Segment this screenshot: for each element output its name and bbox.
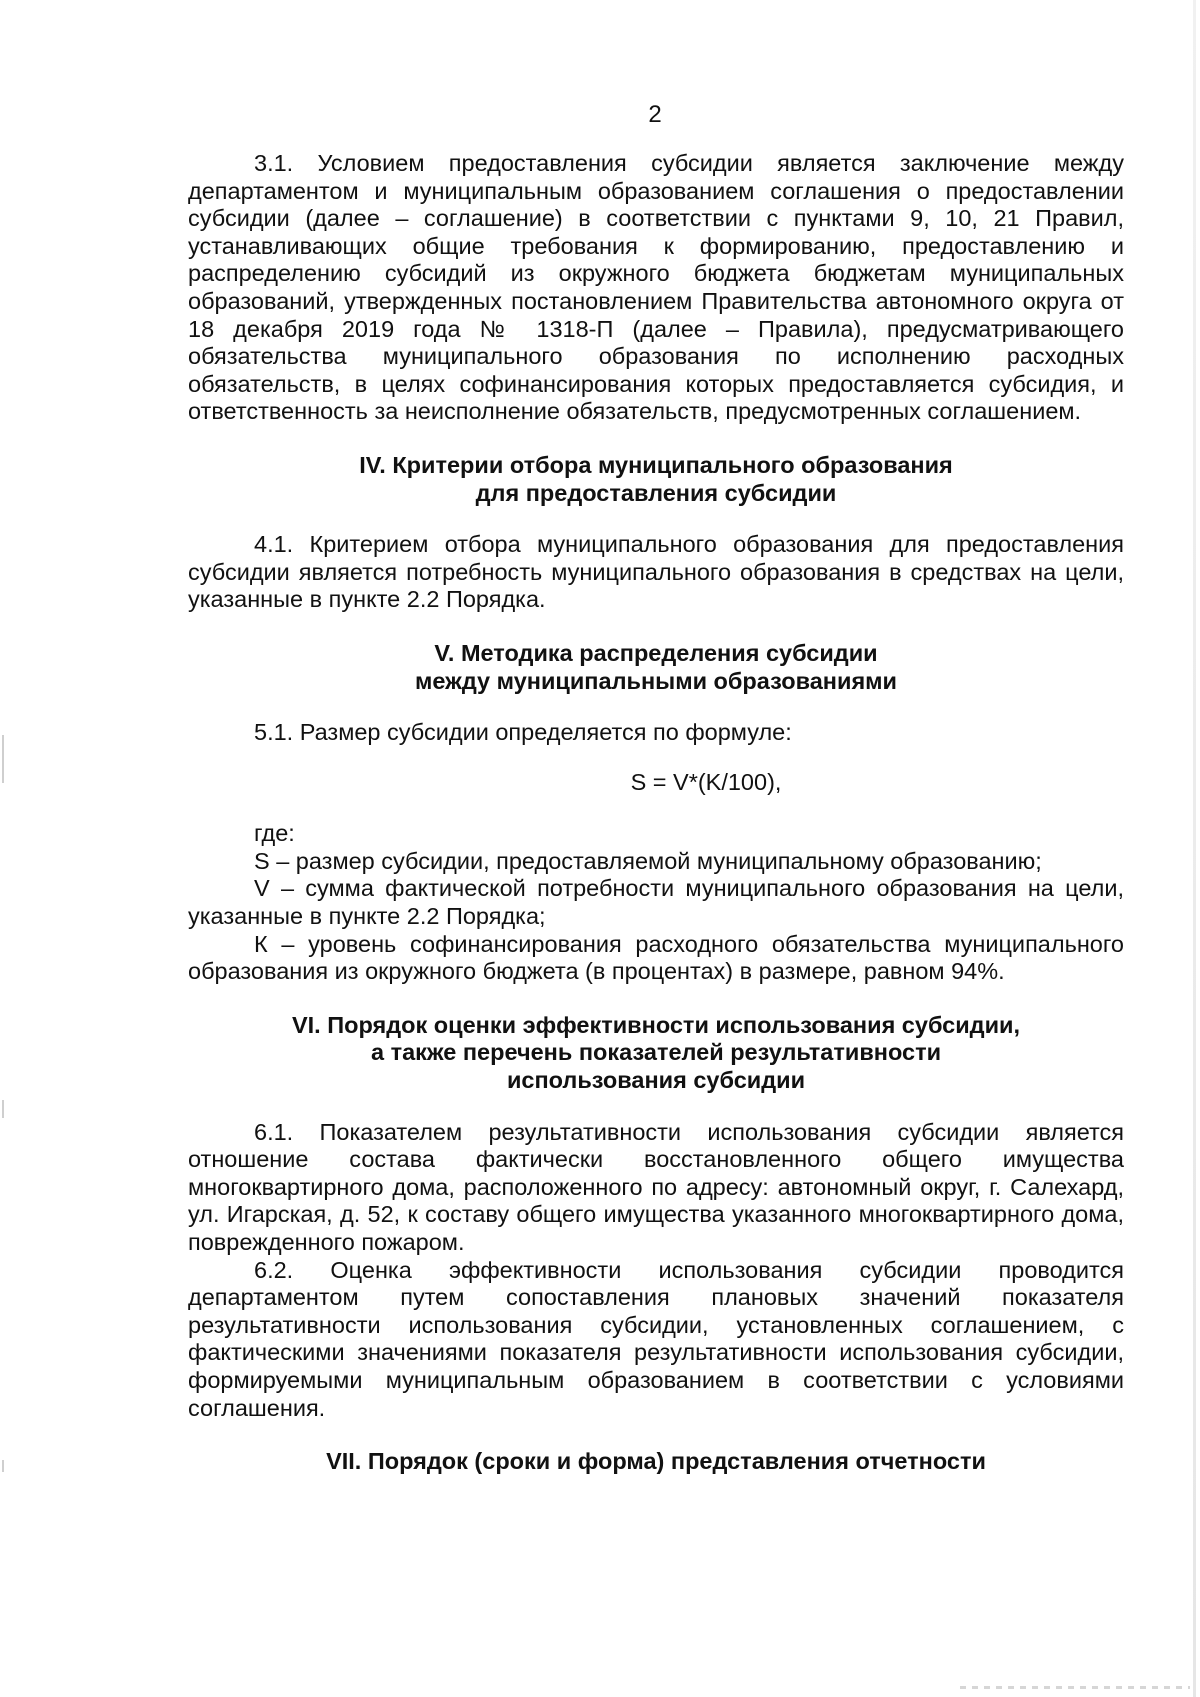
section-heading-7-line1: VII. Порядок (сроки и форма) представления отчетности (326, 1448, 986, 1475)
scan-artifact (2, 1100, 4, 1118)
definition-v: V – сумма фактической потребности муниципального образования на цели, указанные в пункте 2.2 Порядка; (188, 875, 1124, 930)
definition-k: К – уровень софинансирования расходного обязательства муниципального образования из окружного бюджета (в процентах) в размере, равном 94%. (188, 930, 1124, 985)
formula-where: где: (254, 820, 295, 847)
paragraph-3-1: 3.1. Условием предоставления субсидии является заключение между департаментом и муниципальным образованием соглашения о предоставлении субсидии (далее – соглашение) в соответствии с пунктами 9, 10, 21 Правил, устанавливающих общие требования к формированию, предоставлению и распределению субсидий из окружного бюджета бюджетам муниципальных образований, утвержденных постановлением Правительства автономного округа от 18 декабря 2019 года № 1318-П (далее – Правила), предусматривающего обязательства муниципального образования по исполнению расходных обязательств, в целях софинансирования которых предоставляется субсидия, и ответственность за неисполнение обязательств, предусмотренных соглашением. (188, 150, 1124, 425)
section-heading-6-line2: а также перечень показателей результативности (370, 1039, 942, 1066)
section-heading-5-line2: между муниципальными образованиями (415, 667, 897, 694)
section-heading-6-line3: использования субсидии (506, 1067, 806, 1094)
paragraph-4-1: 4.1. Критерием отбора муниципального образования для предоставления субсидии является потребность муниципального образования в средствах на цели, указанные в пункте 2.2 Порядка. (188, 531, 1124, 613)
section-heading-6-line1: VI. Порядок оценки эффективности использования субсидии, (291, 1011, 1021, 1038)
section-heading-4-line2: для предоставления субсидии (475, 479, 837, 506)
paragraph-5-1: 5.1. Размер субсидии определяется по формуле: (254, 719, 792, 746)
section-heading-5-line1: V. Методика распределения субсидии (434, 639, 878, 666)
page-number: 2 (648, 101, 662, 128)
section-heading-7 (188, 1448, 1124, 1476)
section-heading-4-line1: IV. Критерии отбора муниципального образования (359, 451, 953, 478)
scan-artifact (2, 735, 4, 783)
document-body (188, 150, 1124, 1476)
definition-s: S – размер субсидии, предоставляемой муниципальному образованию; (254, 847, 1042, 874)
subsidy-formula: S = V*(K/100), (630, 768, 782, 795)
paragraph-6-1: 6.1. Показателем результативности использования субсидии является отношение состава фактически восстановленного общего имущества многоквартирного дома, расположенного по адресу: автономный округ, г. Салехард, ул. Игарская, д. 52, к составу общего имущества указанного многоквартирного дома, поврежденного пожаром. (188, 1118, 1124, 1255)
section-heading-4 (188, 452, 1124, 507)
section-heading-5 (188, 640, 1124, 695)
scan-edge (960, 1686, 1190, 1689)
section-heading-6 (188, 1012, 1124, 1095)
paragraph-6-2: 6.2. Оценка эффективности использования субсидии проводится департаментом путем сопоставления плановых значений показателя результативности использования субсидии, установленных соглашением, с фактическими значениями показателя результативности использования субсидии, формируемыми муниципальным образованием в соответствии с условиями соглашения. (188, 1256, 1124, 1421)
scan-artifact (2, 1460, 4, 1472)
scan-edge (1193, 0, 1196, 1697)
